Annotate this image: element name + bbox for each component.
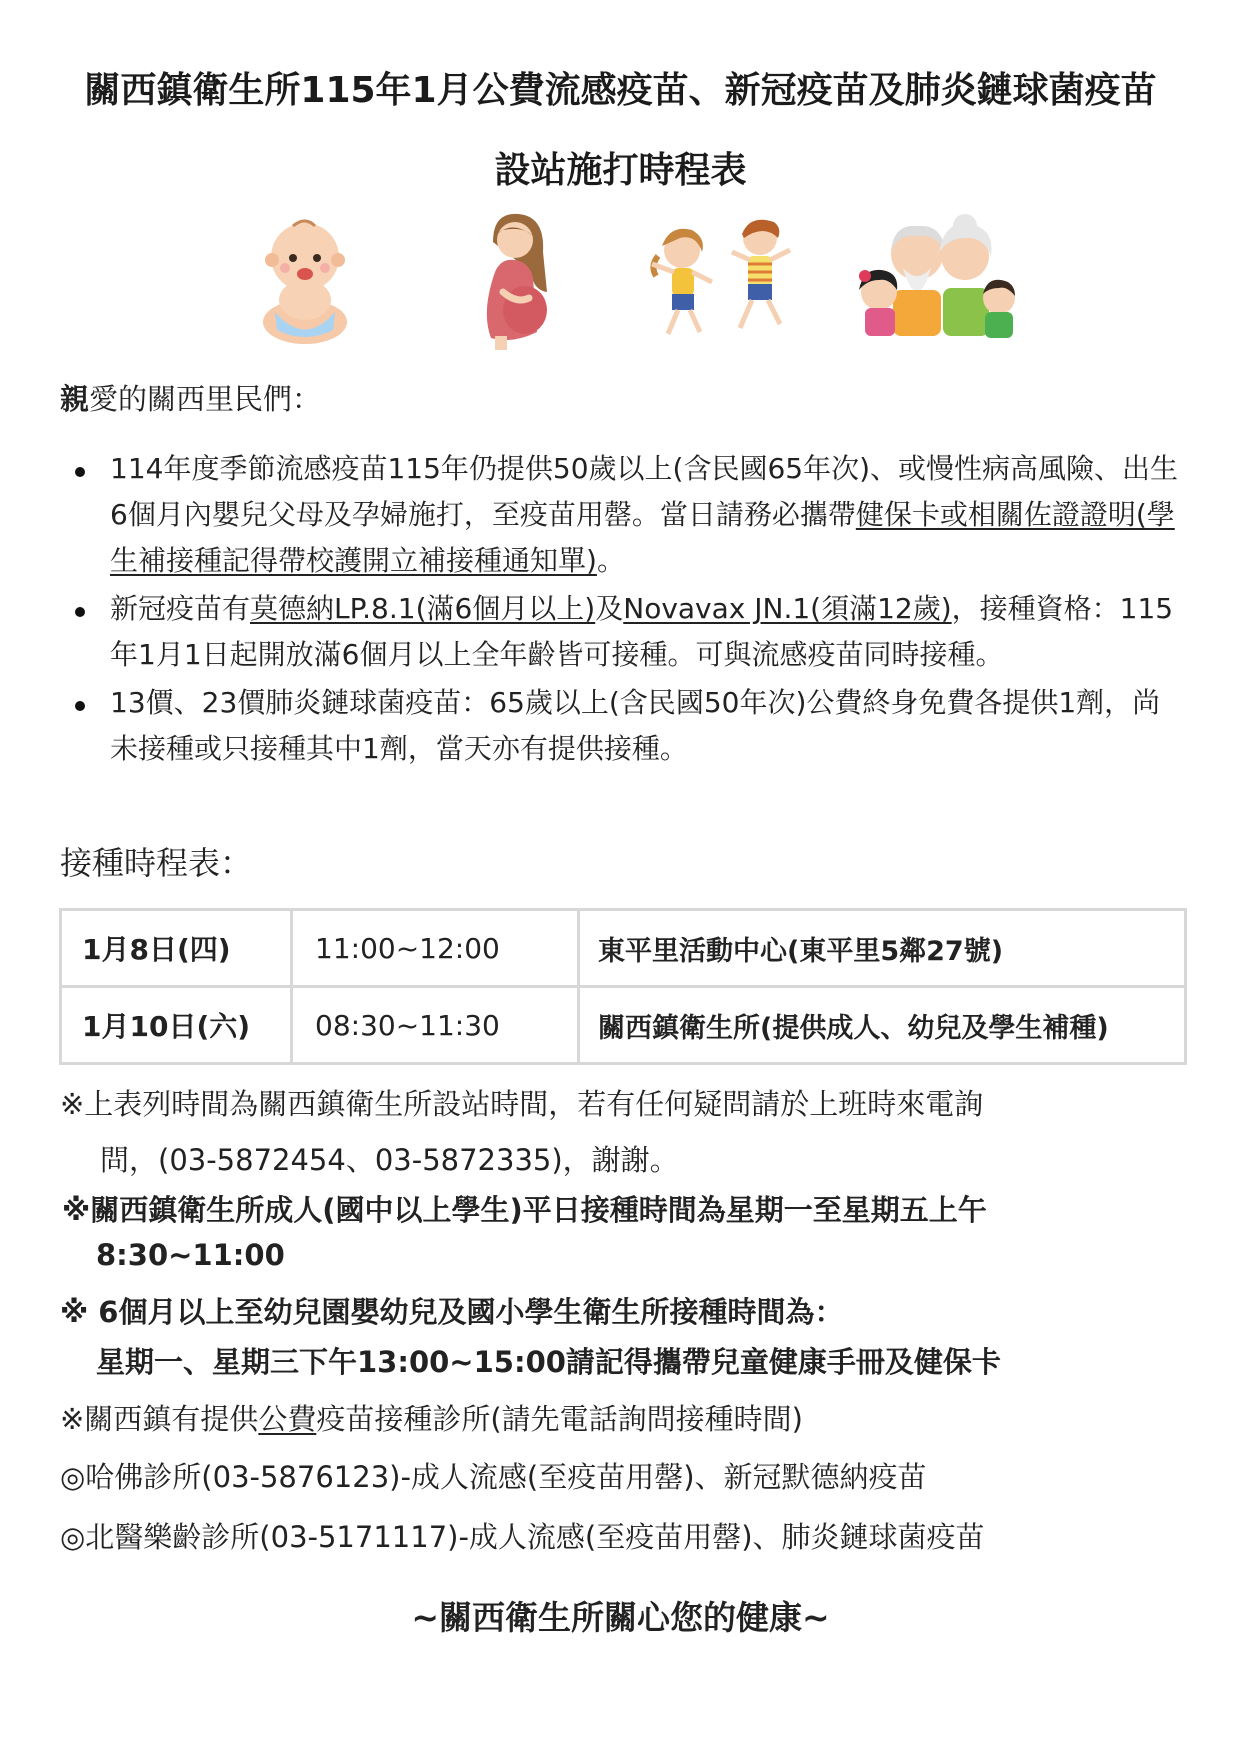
note-2-line-1: ※關西鎮衛生所成人(國中以上學生)平日接種時間為星期一至星期五上午 — [62, 1193, 987, 1227]
note-4 — [60, 1397, 803, 1438]
schedule-date: 1月8日(四) — [61, 910, 292, 987]
moderna-vaccine-text: 莫德納LP.8.1(滿6個月以上) — [250, 592, 596, 625]
bullet-text: 。 — [596, 544, 625, 577]
note-1-line-2: 問，(03-5872454、03-5872335)，謝謝。 — [100, 1143, 679, 1177]
bullet-text: ，接種資格：115年1月1日起開放滿6個月以上全年齡皆可接種。可與流感疫苗同時接種。 — [110, 592, 1174, 671]
schedule-time: 11:00~12:00 — [292, 910, 579, 987]
schedule-place: 關西鎮衛生所(提供成人、幼兒及學生補種) — [579, 987, 1186, 1064]
bullet-text: 新冠疫苗有 — [110, 592, 251, 625]
bullet-text: 13價、23價肺炎鏈球菌疫苗：65歲以上(含民國50年次)公費終身免費各提供1劑，尚未接種或只接種其中1劑，當天亦有提供接種。 — [110, 686, 1161, 765]
clinic-beiyi: ◎北醫樂齡診所(03-5171117)-成人流感(至疫苗用罄)、肺炎鏈球菌疫苗 — [60, 1520, 985, 1554]
schedule-heading: 接種時程表： — [60, 844, 253, 882]
pregnant-woman-illustration — [473, 212, 558, 352]
note-3-line-2: 星期一、星期三下午13:00~15:00請記得攜帶兒童健康手冊及健保卡 — [96, 1345, 1001, 1379]
bullet-dot-icon — [75, 467, 85, 477]
note-2-line-2: 8:30~11:00 — [96, 1238, 285, 1272]
list-item — [60, 586, 1180, 678]
bullet-dot-icon — [75, 607, 85, 617]
info-bullet-list — [60, 446, 1180, 772]
list-item — [60, 446, 1180, 584]
baby-illustration — [255, 212, 355, 352]
bullet-dot-icon — [75, 701, 85, 711]
bullet-underlined-text: 健保卡或相關佐證證明(學生補接種記得帶校護開立補接種通知單) — [110, 498, 1175, 577]
note-4-post: 疫苗接種診所(請先電話詢問接種時間) — [316, 1402, 803, 1436]
greeting-rest: 愛的關西里民們： — [89, 382, 322, 416]
greeting — [60, 377, 321, 418]
bullet-text: 114年度季節流感疫苗115年仍提供50歲以上(含民國65年次)、或慢性病高風險、出生6個月內嬰兒父母及孕婦施打，至疫苗用罄。當日請務必攜帶 — [110, 452, 1178, 531]
novavax-vaccine-text: Novavax JN.1(須滿12歲) — [623, 592, 952, 625]
schedule-date: 1月10日(六) — [61, 987, 292, 1064]
poster-title-line1: 關西鎮衛生所115年1月公費流感疫苗、新冠疫苗及肺炎鏈球菌疫苗 — [84, 70, 1157, 111]
closing-message: ~關西衛生所關心您的健康~ — [411, 1598, 830, 1637]
bullet-text: 及 — [595, 592, 624, 625]
note-4-underlined: 公費 — [258, 1402, 317, 1436]
note-3-line-1: ※ 6個月以上至幼兒園嬰幼兒及國小學生衛生所接種時間為： — [60, 1295, 844, 1329]
schedule-table — [59, 908, 1187, 1065]
schedule-time: 08:30~11:30 — [292, 987, 579, 1064]
note-1-line-1: ※上表列時間為關西鎮衛生所設站時間，若有任何疑問請於上班時來電詢 — [60, 1087, 984, 1121]
table-row — [61, 987, 1186, 1064]
table-row — [61, 910, 1186, 987]
note-4-pre: ※關西鎮有提供 — [60, 1402, 259, 1436]
list-item — [60, 680, 1180, 772]
poster-title-line2: 設站施打時程表 — [494, 150, 747, 191]
grandparents-with-kids-illustration — [853, 212, 1018, 352]
clinic-harvard: ◎哈佛診所(03-5876123)-成人流感(至疫苗用罄)、新冠默德納疫苗 — [60, 1460, 927, 1494]
children-illustration — [640, 212, 810, 352]
schedule-place: 東平里活動中心(東平里5鄰27號) — [579, 910, 1186, 987]
greeting-bold: 親 — [60, 382, 90, 416]
